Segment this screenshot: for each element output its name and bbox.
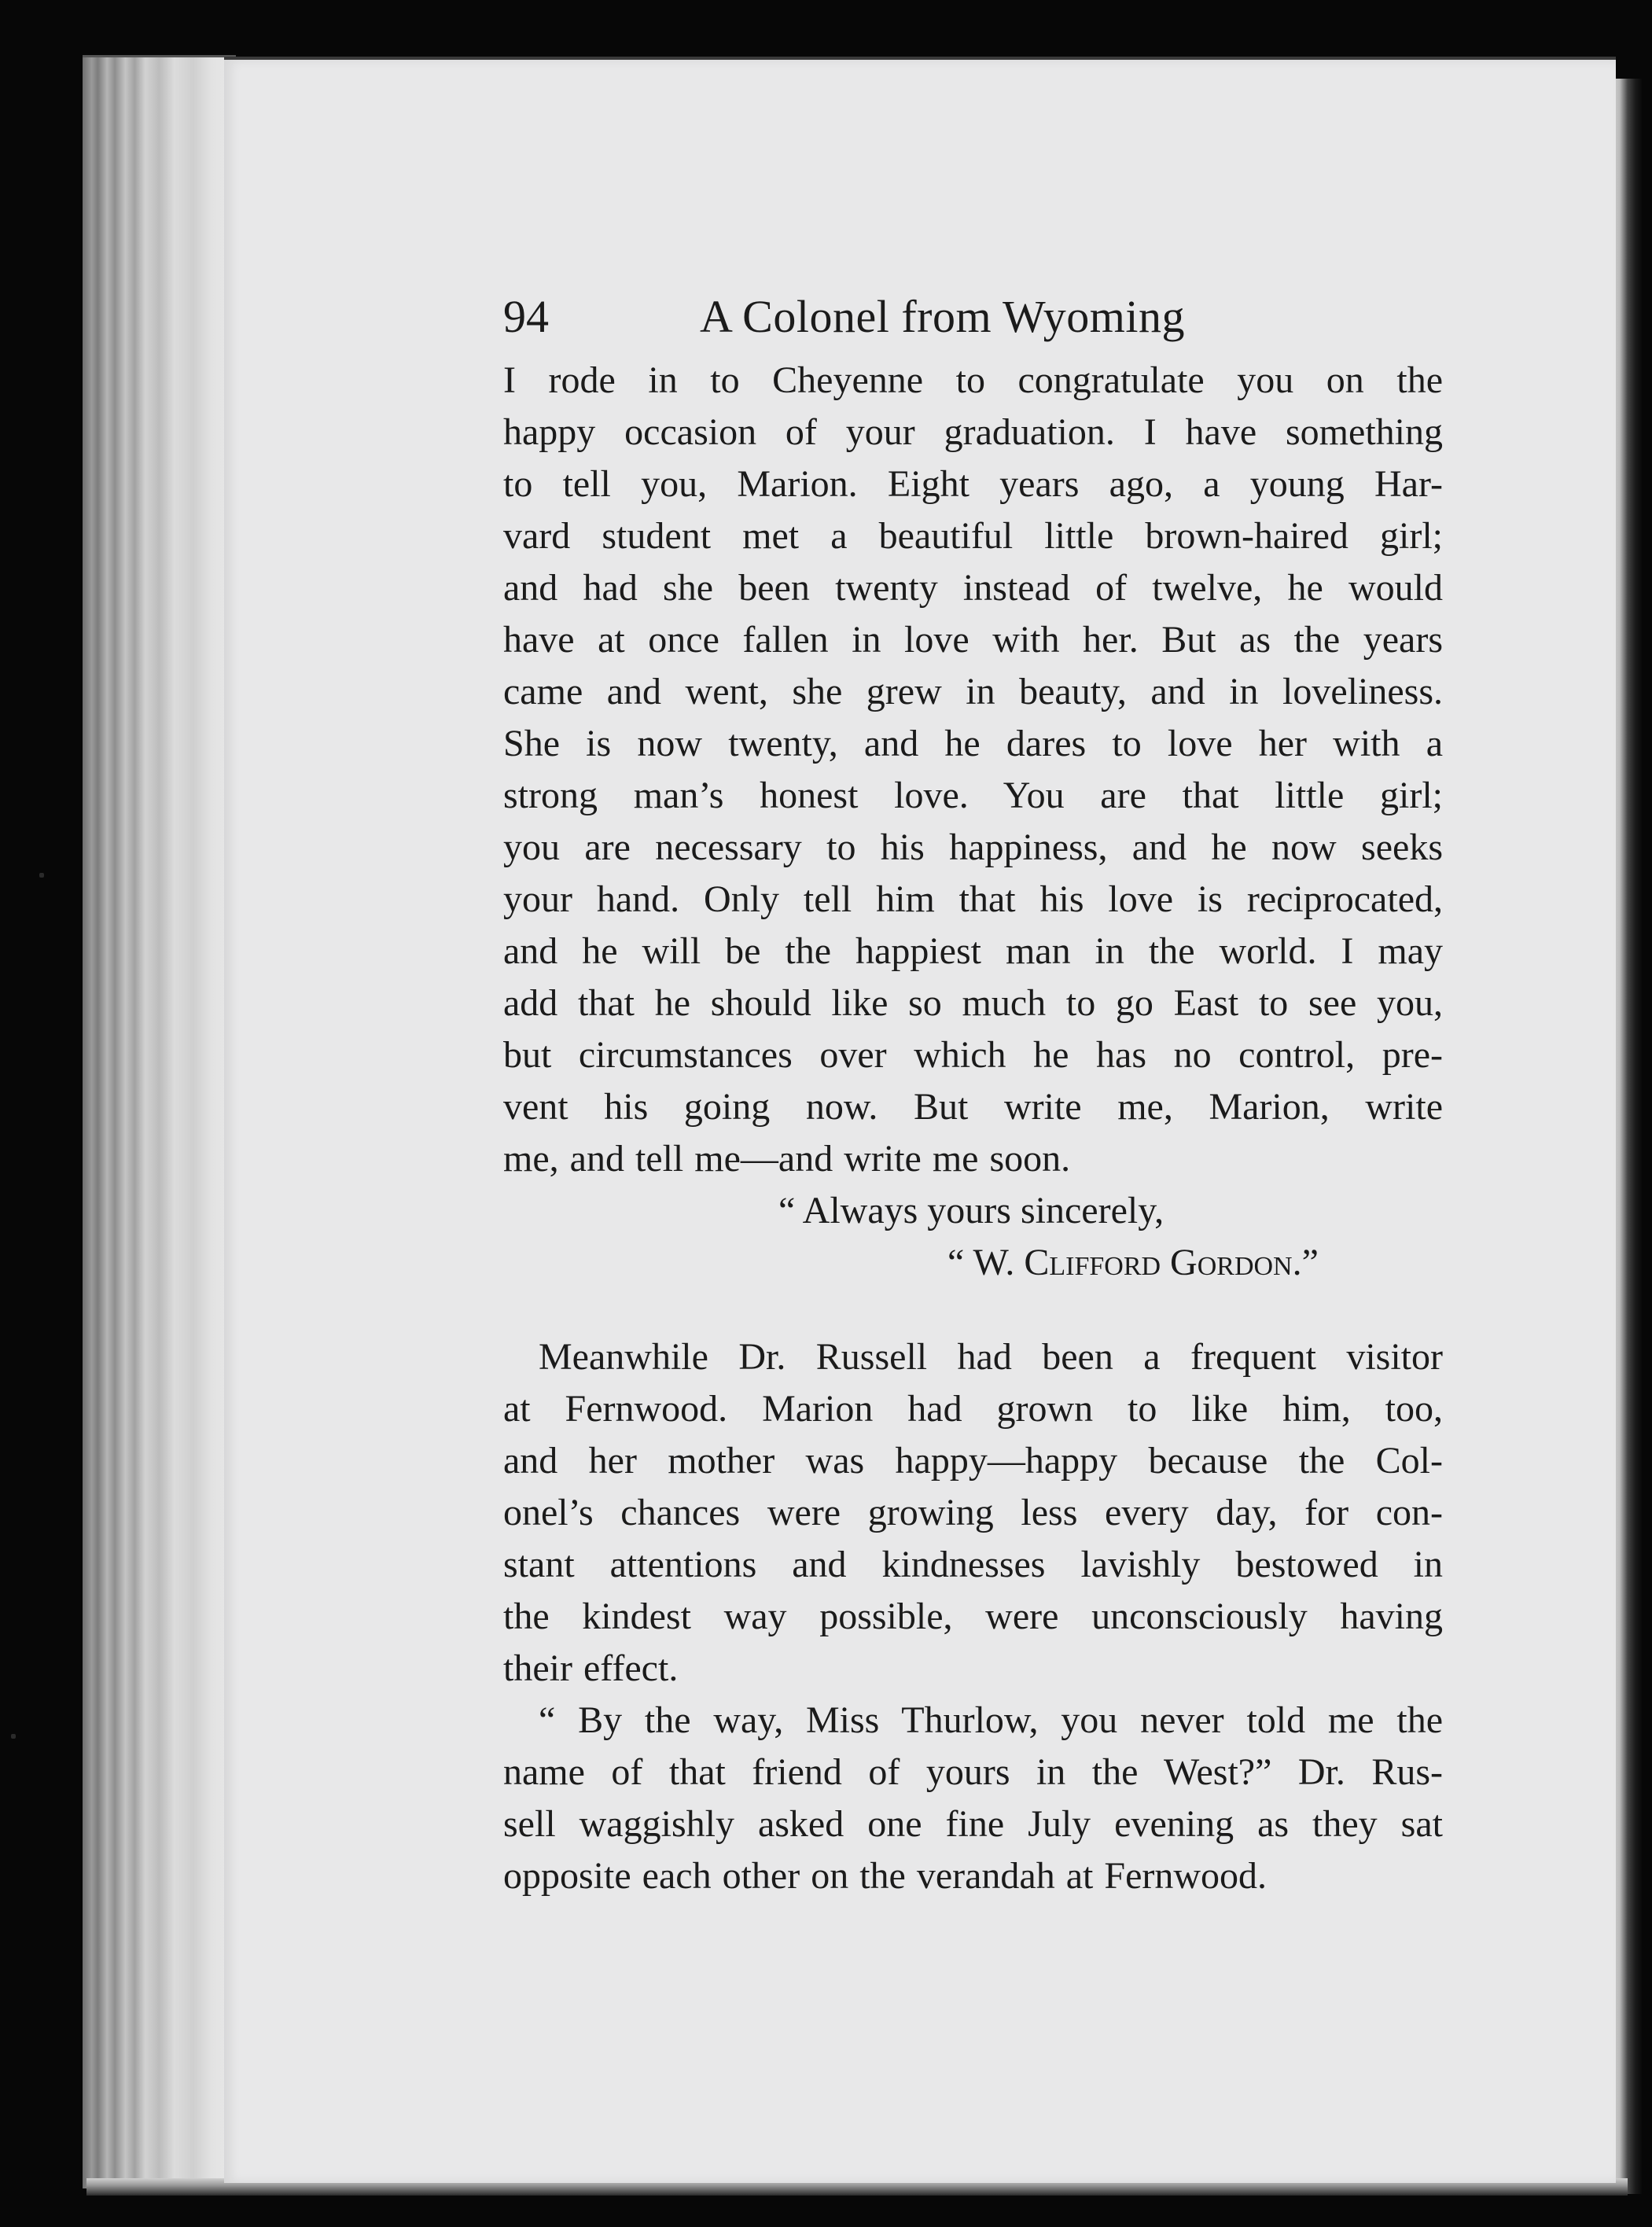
page-edges — [83, 55, 236, 2188]
text-line: “ By the way, Miss Thurlow, you never told me the — [539, 1699, 1443, 1741]
text-line: you are necessary to his happiness, and he now seeks — [503, 826, 1443, 868]
text-line: and he will be the happiest man in the world. I may — [503, 930, 1443, 972]
text-line: and her mother was happy—happy because the Col- — [503, 1440, 1443, 1482]
scan-speck — [11, 1734, 16, 1739]
text-line: the kindest way possible, were unconsciously having — [503, 1596, 1443, 1637]
scan-speck — [39, 873, 44, 878]
text-line: I rode in to Cheyenne to congratulate you on the — [503, 359, 1443, 401]
text-line: strong man’s honest love. You are that little girl; — [503, 775, 1443, 816]
text-line: your hand. Only tell him that his love is reciprocated, — [503, 878, 1443, 920]
section-gap — [503, 1289, 1443, 1331]
text-line: sell waggishly asked one fine July evening as they sat — [503, 1803, 1443, 1845]
running-title: A Colonel from Wyoming — [700, 291, 1186, 342]
text-line: She is now twenty, and he dares to love her with a — [503, 723, 1443, 764]
letter-closing: “ Always yours sincerely, — [778, 1190, 1164, 1231]
text-line: vard student met a beautiful little brown-haired girl; — [503, 515, 1443, 557]
text-line: to tell you, Marion. Eight years ago, a young Har- — [503, 463, 1443, 505]
letter-signature: “ W. Clifford Gordon.” — [947, 1242, 1319, 1283]
paragraph — [503, 1695, 1443, 1902]
page-number: 94 — [503, 291, 549, 342]
text-line: have at once fallen in love with her. But as the years — [503, 619, 1443, 661]
text-line: onel’s chances were growing less every day, for con- — [503, 1492, 1443, 1533]
page-text — [503, 279, 1443, 1902]
text-line: happy occasion of your graduation. I have something — [503, 411, 1443, 453]
text-line: but circumstances over which he has no control, pre- — [503, 1034, 1443, 1076]
text-line: name of that friend of yours in the West?” Dr. Rus- — [503, 1751, 1443, 1793]
running-head — [503, 279, 1443, 355]
text-line: Meanwhile Dr. Russell had been a frequent visitor — [539, 1336, 1443, 1378]
letter-body — [503, 355, 1443, 1185]
text-line: stant attentions and kindnesses lavishly bestowed in — [503, 1544, 1443, 1585]
text-line: their effect. — [503, 1647, 679, 1689]
paragraph — [503, 1331, 1443, 1695]
text-line: at Fernwood. Marion had grown to like him, too, — [503, 1388, 1443, 1430]
text-line: came and went, she grew in beauty, and in loveliness. — [503, 671, 1443, 712]
text-line: add that he should like so much to go East to see you, — [503, 982, 1443, 1024]
text-line: me, and tell me—and write me soon. — [503, 1138, 1071, 1180]
text-line: vent his going now. But write me, Marion, write — [503, 1086, 1443, 1128]
text-line: and had she been twenty instead of twelve, he would — [503, 567, 1443, 609]
text-line: opposite each other on the verandah at Fernwood. — [503, 1855, 1268, 1897]
